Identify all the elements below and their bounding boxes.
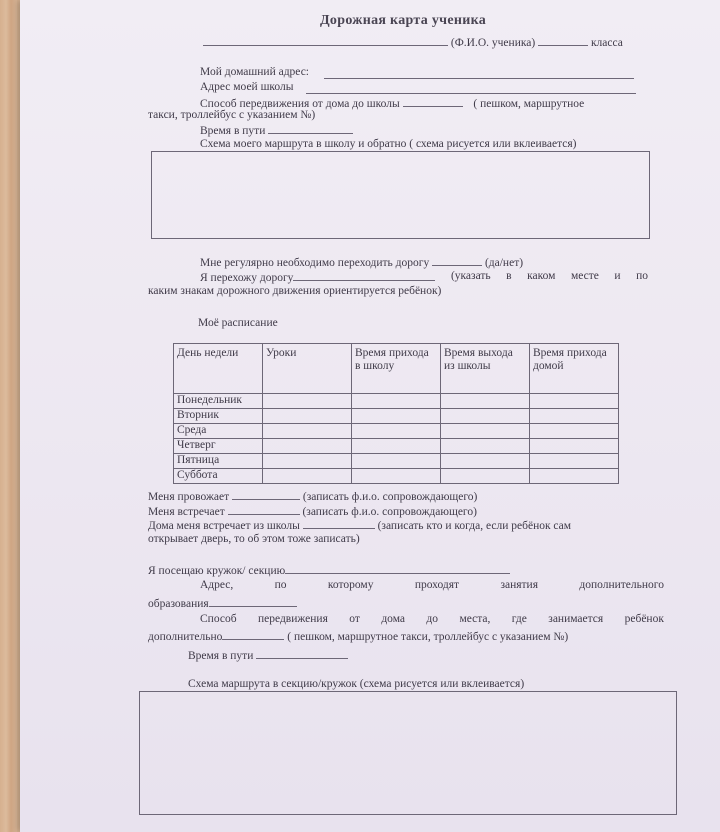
crossing-hint-word: каком: [527, 270, 556, 282]
table-cell[interactable]: [352, 439, 441, 454]
crossing-place-row: [200, 270, 648, 285]
student-name-blank[interactable]: [203, 35, 448, 46]
student-header-row: [203, 35, 623, 50]
club-transport-word: до: [426, 613, 439, 625]
transport-blank[interactable]: [403, 96, 463, 107]
fio-label: (Ф.И.О. ученика): [450, 37, 536, 49]
home-meet-hint: (записать кто и когда, если ребёнок сам: [377, 520, 572, 532]
club-address-word: проходят: [414, 579, 460, 591]
table-cell[interactable]: [352, 454, 441, 469]
meets-row: [148, 504, 477, 519]
meets-label: Меня встречает: [148, 506, 225, 518]
travel-time-row: [200, 123, 353, 138]
paper-sheet: [20, 0, 720, 832]
club-address-word: которому: [327, 579, 374, 591]
crossing-hint-row-2: каким знакам дорожного движения ориентируется ребёнок): [148, 285, 442, 297]
club-address-row-2: [148, 596, 297, 611]
club-address-word: Адрес,: [200, 579, 234, 591]
club-address-blank[interactable]: [209, 596, 297, 607]
table-cell[interactable]: [441, 424, 530, 439]
club-transport-word: где: [511, 613, 527, 625]
home-address-blank[interactable]: [324, 78, 634, 79]
day-cell: Среда: [174, 424, 263, 439]
table-cell[interactable]: [530, 424, 619, 439]
club-travel-time-blank[interactable]: [256, 648, 348, 659]
page-title: Дорожная карта ученика: [320, 13, 487, 28]
home-meet-blank[interactable]: [303, 518, 375, 529]
schedule-header-row: [174, 344, 619, 394]
transport-row-2: такси, троллейбус с указанием №): [148, 109, 316, 121]
grade-blank[interactable]: [538, 35, 588, 46]
home-meet-label: Дома меня встречает из школы: [148, 520, 300, 532]
table-row: [174, 439, 619, 454]
school-address-label: Адрес моей школы: [200, 81, 294, 93]
club-transport-word: от: [349, 613, 360, 625]
crossing-hint-word: по: [636, 270, 648, 282]
accompanies-blank[interactable]: [232, 489, 300, 500]
table-cell[interactable]: [263, 424, 352, 439]
club-transport-blank[interactable]: [222, 629, 284, 640]
table-cell[interactable]: [530, 394, 619, 409]
day-cell: Суббота: [174, 469, 263, 484]
table-row: [174, 469, 619, 484]
table-cell[interactable]: [263, 409, 352, 424]
crossing-place-label: Я перехожу дорогу: [200, 272, 294, 284]
day-cell: Четверг: [174, 439, 263, 454]
table-cell[interactable]: [263, 469, 352, 484]
club-transport-word: места,: [459, 613, 491, 625]
club-address-word: дополнительного: [579, 579, 664, 591]
day-cell: Вторник: [174, 409, 263, 424]
club-address-word: занятия: [500, 579, 538, 591]
travel-time-label: Время в пути: [200, 125, 266, 137]
club-address-label: образования: [148, 598, 209, 610]
table-row: [174, 409, 619, 424]
club-blank[interactable]: [285, 563, 510, 574]
schedule-table: [173, 343, 619, 484]
home-meet-row: [148, 518, 571, 533]
day-cell: Пятница: [174, 454, 263, 469]
table-cell[interactable]: [352, 469, 441, 484]
table-cell[interactable]: [441, 394, 530, 409]
table-cell[interactable]: [352, 394, 441, 409]
club-transport-word: передвижения: [257, 613, 328, 625]
accompanies-label: Меня провожает: [148, 491, 230, 503]
header-arrival-school: Время прихода в школу: [352, 344, 441, 394]
club-transport-word: Способ: [200, 613, 237, 625]
crossing-regular-row: [200, 255, 523, 270]
table-cell[interactable]: [441, 469, 530, 484]
header-lessons: Уроки: [263, 344, 352, 394]
header-leave-school: Время выхода из школы: [441, 344, 530, 394]
club-transport-word: занимается: [548, 613, 604, 625]
crossing-regular-blank[interactable]: [432, 255, 482, 266]
route-scheme-box[interactable]: [151, 151, 650, 239]
table-cell[interactable]: [530, 454, 619, 469]
table-row: [174, 424, 619, 439]
crossing-hint-word: (указать: [450, 270, 491, 282]
club-transport-label: дополнительно: [148, 631, 223, 643]
table-cell[interactable]: [441, 409, 530, 424]
home-meet-row-2: открывает дверь, то об этом тоже записать): [148, 533, 360, 545]
travel-time-blank[interactable]: [268, 123, 353, 134]
club-row: [148, 563, 510, 578]
club-address-row: [200, 579, 664, 592]
meets-blank[interactable]: [228, 504, 300, 515]
accompanies-hint: (записать ф.и.о. сопровождающего): [302, 491, 478, 503]
table-cell[interactable]: [530, 469, 619, 484]
crossing-regular-label: Мне регулярно необходимо переходить дорогу: [200, 257, 430, 269]
accompanies-row: [148, 489, 477, 504]
header-weekday: День недели: [174, 344, 263, 394]
meets-hint: (записать ф.и.о. сопровождающего): [302, 506, 477, 518]
home-address-label: Мой домашний адрес:: [200, 66, 309, 78]
day-cell: Понедельник: [174, 394, 263, 409]
table-cell[interactable]: [441, 454, 530, 469]
table-cell[interactable]: [352, 424, 441, 439]
club-travel-time-label: Время в пути: [188, 650, 254, 662]
club-transport-hint: ( пешком, маршрутное такси, троллейбус с указанием №): [287, 631, 569, 643]
grade-label: класса: [590, 37, 623, 49]
table-row: [174, 454, 619, 469]
club-transport-word: дома: [381, 613, 406, 625]
crossing-hint-word: в: [506, 270, 512, 282]
schedule-title: Моё расписание: [198, 317, 278, 329]
route-scheme-label: Схема моего маршрута в школу и обратно ( схема рисуется или вклеивается): [200, 138, 577, 150]
club-transport-row: [200, 613, 664, 626]
crossing-regular-answer: (да/нет): [484, 257, 524, 269]
table-cell[interactable]: [530, 439, 619, 454]
table-cell[interactable]: [530, 409, 619, 424]
club-transport-row-2: [148, 629, 568, 644]
table-cell[interactable]: [352, 409, 441, 424]
club-transport-word: ребёнок: [624, 613, 664, 625]
club-address-word: по: [274, 579, 287, 591]
table-cell[interactable]: [263, 394, 352, 409]
crossing-hint-word: месте: [570, 270, 599, 282]
header-arrival-home: Время прихода домой: [530, 344, 619, 394]
table-cell[interactable]: [441, 439, 530, 454]
table-cell[interactable]: [263, 454, 352, 469]
table-row: [174, 394, 619, 409]
club-label: Я посещаю кружок/ секцию: [148, 565, 286, 577]
crossing-place-blank[interactable]: [293, 270, 435, 281]
table-cell[interactable]: [263, 439, 352, 454]
club-route-scheme-box[interactable]: [139, 691, 677, 815]
transport-label: Способ передвижения от дома до школы: [200, 98, 400, 110]
transport-hint: ( пешком, маршрутное: [473, 98, 585, 110]
club-travel-time-row: [188, 648, 348, 663]
crossing-hint-word: и: [614, 270, 621, 282]
club-route-scheme-label: Схема маршрута в секцию/кружок (схема рисуется или вклеивается): [188, 678, 525, 690]
school-address-blank[interactable]: [306, 93, 636, 94]
